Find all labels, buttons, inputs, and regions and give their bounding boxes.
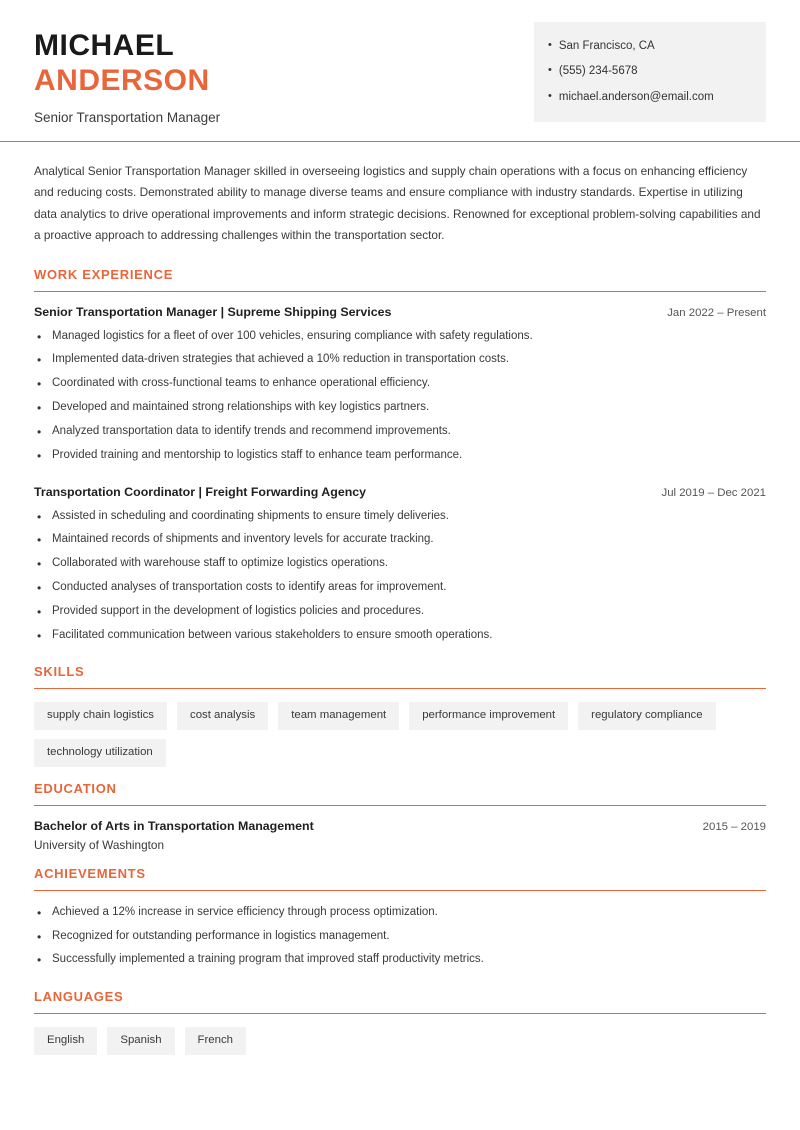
experience-title: Senior Transportation Manager | Supreme Shipping Services <box>34 304 392 319</box>
list-item: • Assisted in scheduling and coordinating shipments to ensure timely deliveries. <box>34 508 766 532</box>
location-icon: • <box>548 39 552 51</box>
list-item: • Collaborated with warehouse staff to optimize logistics operations. <box>34 555 766 579</box>
experience-entry <box>34 305 766 471</box>
section-divider-education <box>34 805 766 806</box>
education-school: University of Washington <box>34 837 165 852</box>
section-title-education: EDUCATION <box>34 780 117 796</box>
section-divider-languages <box>34 1013 766 1014</box>
section-skills <box>34 664 766 766</box>
language-tag: French <box>185 1027 246 1055</box>
education-degree: Bachelor of Arts in Transportation Management <box>34 818 314 833</box>
skill-tag: technology utilization <box>34 739 166 767</box>
education-entry <box>34 819 766 852</box>
list-item: • Provided training and mentorship to logistics staff to enhance team performance. <box>34 447 766 471</box>
skill-tag: regulatory compliance <box>578 702 715 730</box>
section-work-experience <box>34 267 766 651</box>
language-tag: English <box>34 1027 97 1055</box>
list-item: • Achieved a 12% increase in service efficiency through process optimization. <box>34 904 766 928</box>
list-item: • Developed and maintained strong relationships with key logistics partners. <box>34 399 766 423</box>
contact-email-text: michael.anderson@email.com <box>558 90 714 103</box>
phone-icon: • <box>548 64 552 77</box>
list-item: • Successfully implemented a training program that improved staff productivity metrics. <box>34 951 766 975</box>
contact-email[interactable] <box>548 85 748 110</box>
section-languages <box>34 989 766 1055</box>
list-item: • Maintained records of shipments and inventory levels for accurate tracking. <box>34 531 766 555</box>
contact-phone-text: (555) 234-5678 <box>558 65 638 78</box>
education-entry-head <box>34 819 766 833</box>
resume-header <box>0 0 800 125</box>
header-identity <box>34 22 220 125</box>
skill-tag: cost analysis <box>177 702 268 730</box>
skills-tag-list <box>34 702 766 766</box>
last-name: ANDERSON <box>34 64 210 98</box>
first-name: MICHAEL <box>34 29 175 62</box>
section-title-languages: LANGUAGES <box>34 989 124 1005</box>
list-item: • Analyzed transportation data to identify trends and recommend improvements. <box>34 423 766 447</box>
section-divider-skills <box>34 688 766 689</box>
languages-tag-list <box>34 1027 766 1055</box>
experience-date: Jul 2019 – Dec 2021 <box>661 486 766 499</box>
education-date: 2015 – 2019 <box>702 820 766 833</box>
section-achievements <box>34 866 766 975</box>
experience-title: Transportation Coordinator | Freight Forwarding Agency <box>34 484 367 499</box>
experience-entry <box>34 485 766 651</box>
list-item: • Coordinated with cross-functional teams to enhance operational efficiency. <box>34 375 766 399</box>
skill-tag: supply chain logistics <box>34 702 167 730</box>
section-title-work-experience: WORK EXPERIENCE <box>34 266 174 282</box>
experience-date: Jan 2022 – Present <box>667 306 766 319</box>
list-item: • Recognized for outstanding performance in logistics management. <box>34 928 766 952</box>
section-education <box>34 781 766 852</box>
skill-tag: performance improvement <box>409 702 568 730</box>
list-item: • Conducted analyses of transportation costs to identify areas for improvement. <box>34 579 766 603</box>
list-item: • Provided support in the development of logistics policies and procedures. <box>34 603 766 627</box>
section-divider-work-experience <box>34 291 766 292</box>
list-item: • Managed logistics for a fleet of over 100 vehicles, ensuring compliance with safety regulations. <box>34 328 766 352</box>
professional-summary: Analytical Senior Transportation Manager skilled in overseeing logistics and supply chain operations with a focus on enhancing efficiency and reducing costs. Demonstrated ability to manage diverse teams and ensure compliance with industry standards. Expertise in utilizing data analytics to drive operational improvements and inform strategic decisions. Renowned for exceptional problem-solving capabilities and a proactive approach to addressing challenges within the transportation sector. <box>34 163 761 243</box>
job-title: Senior Transportation Manager <box>34 109 221 125</box>
section-title-achievements: ACHIEVEMENTS <box>34 865 146 881</box>
contact-location <box>548 34 748 59</box>
contact-box <box>534 22 766 122</box>
list-item: • Facilitated communication between various stakeholders to ensure smooth operations. <box>34 627 766 651</box>
language-tag: Spanish <box>107 1027 174 1055</box>
skill-tag: team management <box>278 702 399 730</box>
list-item: • Implemented data-driven strategies that achieved a 10% reduction in transportation costs. <box>34 351 766 375</box>
experience-bullets <box>34 508 766 651</box>
achievements-bullets <box>34 904 766 975</box>
experience-bullets <box>34 328 766 471</box>
resume-body <box>0 142 800 1055</box>
experience-entry-head <box>34 305 766 319</box>
experience-entry-head <box>34 485 766 499</box>
contact-phone <box>548 59 748 84</box>
email-icon: • <box>548 89 552 102</box>
contact-location-text: San Francisco, CA <box>558 40 655 52</box>
section-title-skills: SKILLS <box>34 664 85 680</box>
section-divider-achievements <box>34 890 766 891</box>
